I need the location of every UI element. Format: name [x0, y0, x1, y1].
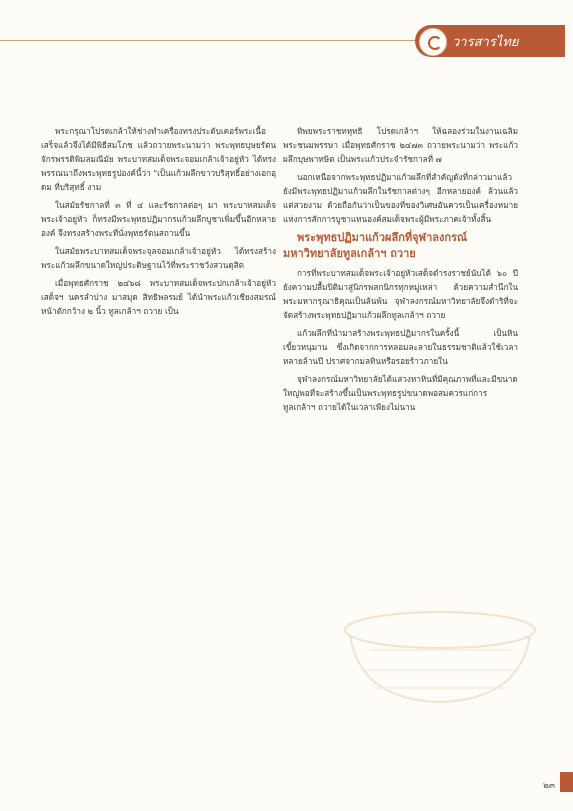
left-column [41, 124, 276, 322]
right-paragraph-4: แก้วผลึกที่นำมาสร้างพระพุทธปฏิมากรในครั้งนี้ เป็นหินเขี้ยวหนุมาน ซึ่งเกิดจากการหลอมละลายในธรรมชาติแล้วใช้เวลาหลายล้านปี ปราศจากมลทินหรือรอยร้าวภายใน [283, 328, 518, 366]
right-paragraph-2: นอกเหนือจากพระพุทธปฏิมาแก้วผลึกที่สำคัญดังที่กล่าวมาแล้ว ยังมีพระพุทธปฏิมาแก้วผลึกในรัชกาลต่างๆ อีกหลายองค์ ล้วนแล้วแต่สวยงาม ด้วยถือกันว่าเป็นของที่ของวิเศษอันควรเป็นเครื่องหมายแห่งการสักการบูชาแทนองค์สมเด็จพระผู้มีพระภาคเจ้าทั้งสิ้น [283, 172, 518, 224]
header-rule [0, 40, 445, 41]
right-column [283, 124, 518, 418]
basket-illustration-icon [330, 590, 550, 710]
right-paragraph-1: ทิพยพระราชทหุทธิ โปรดเกล้าฯ ให้ฉลองร่วมในงานเฉลิมพระชนมพรรษา เมื่อพุทธศักราช ๒๔๗๓ ถวายพระนามว่า พระแก้วผลึกบุษพาทษิต เป็นพระแก้วประจำรัชกาลที่ ๗ [283, 126, 518, 164]
left-paragraph-4: เมื่อพุทธศักราช ๒๔๖๘ พระบาทสมเด็จพระปกเกล้าเจ้าอยู่หัวเสด็จฯ นครลำปาง มาสมุด สิทธิพลรมย์ ได้นำพระแก้วเชียงสมรณ์ หน้าตักกว้าง ๒ นิ้ว ทูลเกล้าฯ ถวาย เป็น [41, 278, 276, 316]
page-number: ๒๓ [543, 781, 556, 791]
section-emblem-icon [419, 28, 447, 56]
right-paragraph-3: การที่พระบาทสมเด็จพระเจ้าอยู่หัวเสด็จดำรงราชย์นับได้ ๖๐ ปี ยังความปลื้มปิติมาสู่นิกรพสกนิกรทุกหมู่เหล่า ด้วยความสำนึกในพระมหากรุณาธิคุณเป็นล้นพ้น จุฬาลงกรณ์มหาวิทยาลัยจึงดำริที่จะจัดสร้างพระพุทธปฏิมาแก้วผลึกทูลเกล้าฯ ถวาย [283, 268, 518, 320]
left-paragraph-2: ในสมัยรัชกาลที่ ๓ ที่ ๔ และรัชกาลต่อๆ มา พระบาทสมเด็จพระเจ้าอยู่หัว ก็ทรงมีพระพุทธปฏิมากรแก้วผลึกบูชาเพิ่มขึ้นอีกหลายองค์ จึงทรงสร้างพระที่นั่งพุทธรัตนสถานขึ้น [41, 200, 276, 238]
right-paragraph-5: จุฬาลงกรณ์มหาวิทยาลัยได้แสวงหาหินที่มีคุณภาพที่และมีขนาดใหญ่พอที่จะสร้างขึ้นเป็นพระพุทธรูปขนาดพอสมควรแก่การทูลเกล้าฯ ถวายได้ในเวลาเพียงไม่นาน [283, 374, 518, 412]
page-number-tab [560, 772, 573, 792]
section-heading: พระพุทธปฏิมาแก้วผลึกที่จุฬาลงกรณ์มหาวิทยาลัยทูลเกล้าฯ ถวาย [283, 231, 468, 260]
left-paragraph-1: พระกรุณาโปรดเกล้าให้ช่างทำเครื่องทรงประดับเคอร์พระเนื้อเสร็จแล้วจึงได้มีพิธีสมโภช แล้วถวายพระนามว่า พระพุทธบุษยรัตนจักรพรรดิพิมลมณีมัย พระบาทสมเด็จพระจอมเกล้าเจ้าอยู่หัว ได้ทรงพรรณนาถึงพระพุทธรูปองค์นี้ว่า "เป็นแก้วผลึกขาวบริสุทธิ์อย่างเอกอุดม ที่บริสุทธิ์ งาม [41, 126, 276, 192]
section-title: วารสารไทย [452, 35, 519, 50]
left-paragraph-3: ในสมัยพระบาทสมเด็จพระจุลจอมเกล้าเจ้าอยู่หัว ได้ทรงสร้างพระแก้วผลึกขนาดใหญ่ประดิษฐานไว้ที่พระราชวังสวนดุสิต [41, 246, 276, 270]
